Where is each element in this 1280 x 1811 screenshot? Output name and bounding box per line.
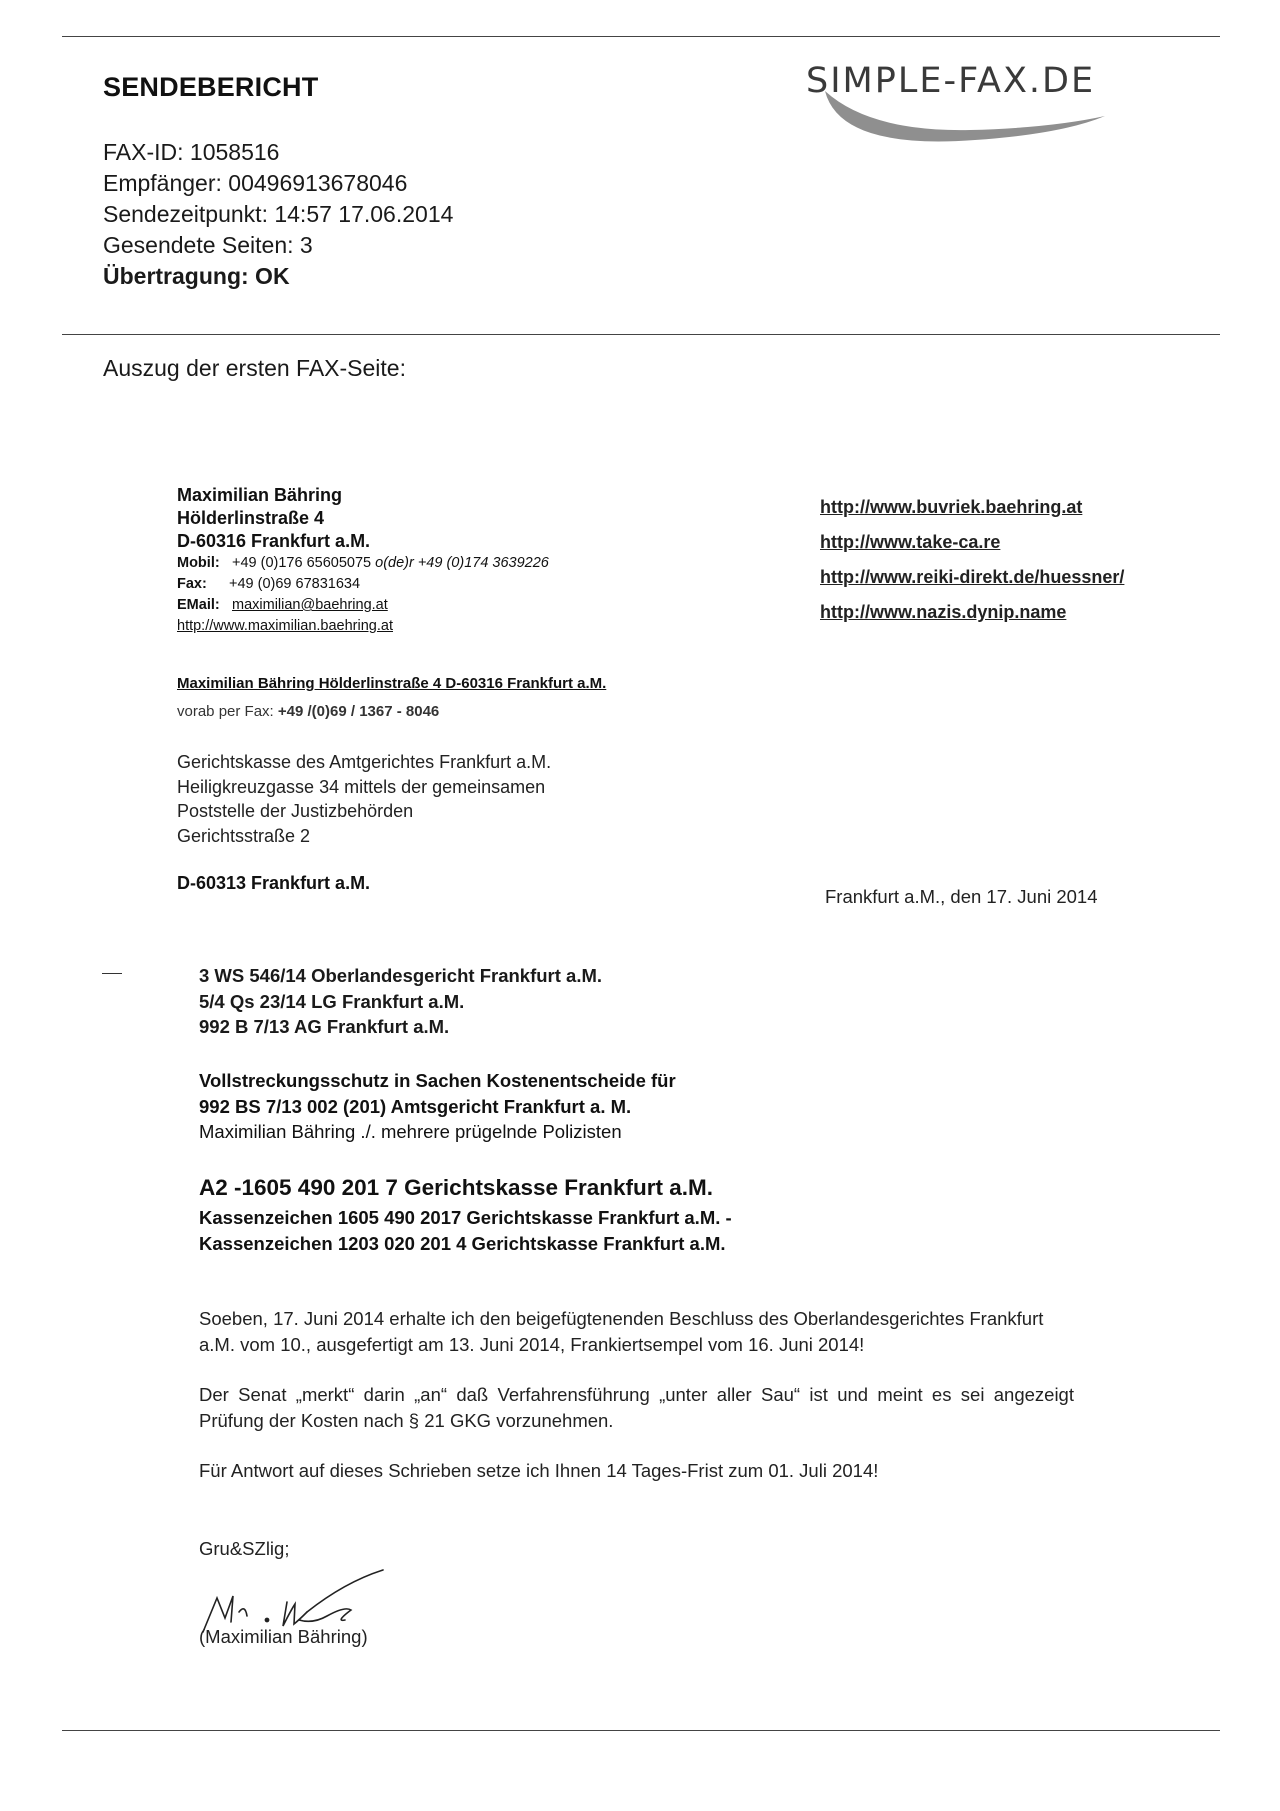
sender-city: D-60316 Frankfurt a.M. bbox=[177, 531, 371, 551]
prefax-line bbox=[177, 703, 439, 720]
header-divider bbox=[62, 334, 1220, 335]
recipient-address bbox=[177, 750, 551, 848]
mobile-or: o(de)r bbox=[375, 555, 414, 571]
report-title: SENDEBERICHT bbox=[103, 72, 319, 102]
transmission-status: Übertragung: OK bbox=[103, 263, 290, 289]
sender-name: Maximilian Bähring bbox=[177, 485, 343, 505]
recipient-city: D-60313 Frankfurt a.M. bbox=[177, 873, 371, 893]
sender-email bbox=[177, 595, 549, 616]
case-reference: 992 B 7/13 AG Frankfurt a.M. bbox=[199, 1016, 450, 1037]
case-references bbox=[199, 963, 602, 1040]
link-list bbox=[820, 490, 1124, 630]
link-take-care[interactable]: http://www.take-ca.re bbox=[820, 532, 1001, 552]
recipient-line: Heiligkreuzgasse 34 mittels der gemeinsamen bbox=[177, 776, 546, 797]
kassenzeichen-line: Kassenzeichen 1203 020 201 4 Gerichtskasse Frankfurt a.M. bbox=[199, 1232, 726, 1254]
link-reiki-direkt[interactable]: http://www.reiki-direkt.de/huessner/ bbox=[820, 567, 1125, 587]
greeting: Gru&SZlig; bbox=[199, 1538, 290, 1559]
email-label: EMail: bbox=[177, 597, 220, 613]
prefax-label: vorab per Fax: bbox=[177, 703, 274, 720]
report-meta bbox=[103, 137, 453, 292]
fold-mark bbox=[102, 973, 122, 974]
sender-website-link[interactable]: http://www.maximilian.baehring.at bbox=[177, 618, 393, 634]
fax-label: Fax: bbox=[177, 576, 207, 592]
sender-street: Hölderlinstraße 4 bbox=[177, 508, 325, 528]
simple-fax-logo bbox=[800, 58, 1220, 148]
subject-line: 992 BS 7/13 002 (201) Amtsgericht Frankfurt a. M. bbox=[199, 1095, 632, 1117]
excerpt-label: Auszug der ersten FAX-Seite: bbox=[103, 355, 406, 381]
kasse-heading: A2 -1605 490 201 7 Gerichtskasse Frankfurt a.M. bbox=[199, 1175, 714, 1200]
top-rule bbox=[62, 36, 1220, 37]
fax-id: FAX-ID: 1058516 bbox=[103, 139, 280, 165]
signature-name: (Maximilian Bähring) bbox=[199, 1626, 368, 1647]
fax-number: +49 (0)69 67831634 bbox=[229, 576, 361, 592]
link-nazis-dynip[interactable]: http://www.nazis.dynip.name bbox=[820, 602, 1067, 622]
date-line: Frankfurt a.M., den 17. Juni 2014 bbox=[825, 886, 1098, 907]
subject-block bbox=[199, 1068, 676, 1145]
mobile-alt-number: +49 (0)174 3639226 bbox=[417, 555, 549, 571]
body-paragraph: Der Senat „merkt“ darin „an“ daß Verfahrensführung „unter aller Sau“ ist und meint es sei angezeigt Prüfung der Kosten nach § 21 GKG vorzunehmen. bbox=[199, 1384, 1074, 1431]
link-buvriek[interactable]: http://www.buvriek.baehring.at bbox=[820, 497, 1083, 517]
recipient-number: Empfänger: 00496913678046 bbox=[103, 170, 408, 196]
email-link[interactable]: maximilian@baehring.at bbox=[232, 597, 388, 613]
prefax-number: +49 /(0)69 / 1367 - 8046 bbox=[277, 703, 440, 720]
kassenzeichen-line: Kassenzeichen 1605 490 2017 Gerichtskasse Frankfurt a.M. - bbox=[199, 1207, 732, 1228]
return-address: Maximilian Bähring Hölderlinstraße 4 D-60316 Frankfurt a.M. bbox=[177, 675, 607, 692]
case-reference: 5/4 Qs 23/14 LG Frankfurt a.M. bbox=[199, 990, 465, 1012]
subject-parties: Maximilian Bähring ./. mehrere prügelnde Polizisten bbox=[199, 1121, 622, 1142]
recipient-line: Poststelle der Justizbehörden bbox=[177, 801, 414, 821]
subject-line: Vollstreckungsschutz in Sachen Kostenentscheide für bbox=[199, 1070, 676, 1091]
case-reference: 3 WS 546/14 Oberlandesgericht Frankfurt a.M. bbox=[199, 965, 603, 986]
body-paragraph: Für Antwort auf dieses Schrieben setze ich Ihnen 14 Tages-Frist zum 01. Juli 2014! bbox=[199, 1460, 879, 1481]
mobile-number: +49 (0)176 65605075 bbox=[232, 555, 372, 571]
sender-block bbox=[177, 484, 549, 637]
sender-mobile bbox=[177, 553, 549, 574]
mobile-label: Mobil: bbox=[177, 555, 220, 571]
send-time: Sendezeitpunkt: 14:57 17.06.2014 bbox=[103, 201, 454, 227]
recipient-line: Gerichtskasse des Amtgerichtes Frankfurt a.M. bbox=[177, 752, 552, 772]
pages-sent: Gesendete Seiten: 3 bbox=[103, 232, 313, 258]
recipient-line: Gerichtsstraße 2 bbox=[177, 825, 311, 846]
body-paragraph: Soeben, 17. Juni 2014 erhalte ich den beigefügtenenden Beschluss des Oberlandesgerichtes Frankfurt a.M. vom 10., ausgefertigt am 13. Juni 2014, Frankiertsempel vom 16. Juni 2014! bbox=[199, 1308, 1044, 1355]
kassenzeichen-block bbox=[199, 1205, 732, 1256]
bottom-rule bbox=[62, 1730, 1220, 1731]
letter-body bbox=[199, 1306, 1074, 1509]
sender-fax bbox=[177, 574, 549, 595]
svg-text:SIMPLE-FAX.DE: SIMPLE-FAX.DE bbox=[806, 61, 1096, 101]
